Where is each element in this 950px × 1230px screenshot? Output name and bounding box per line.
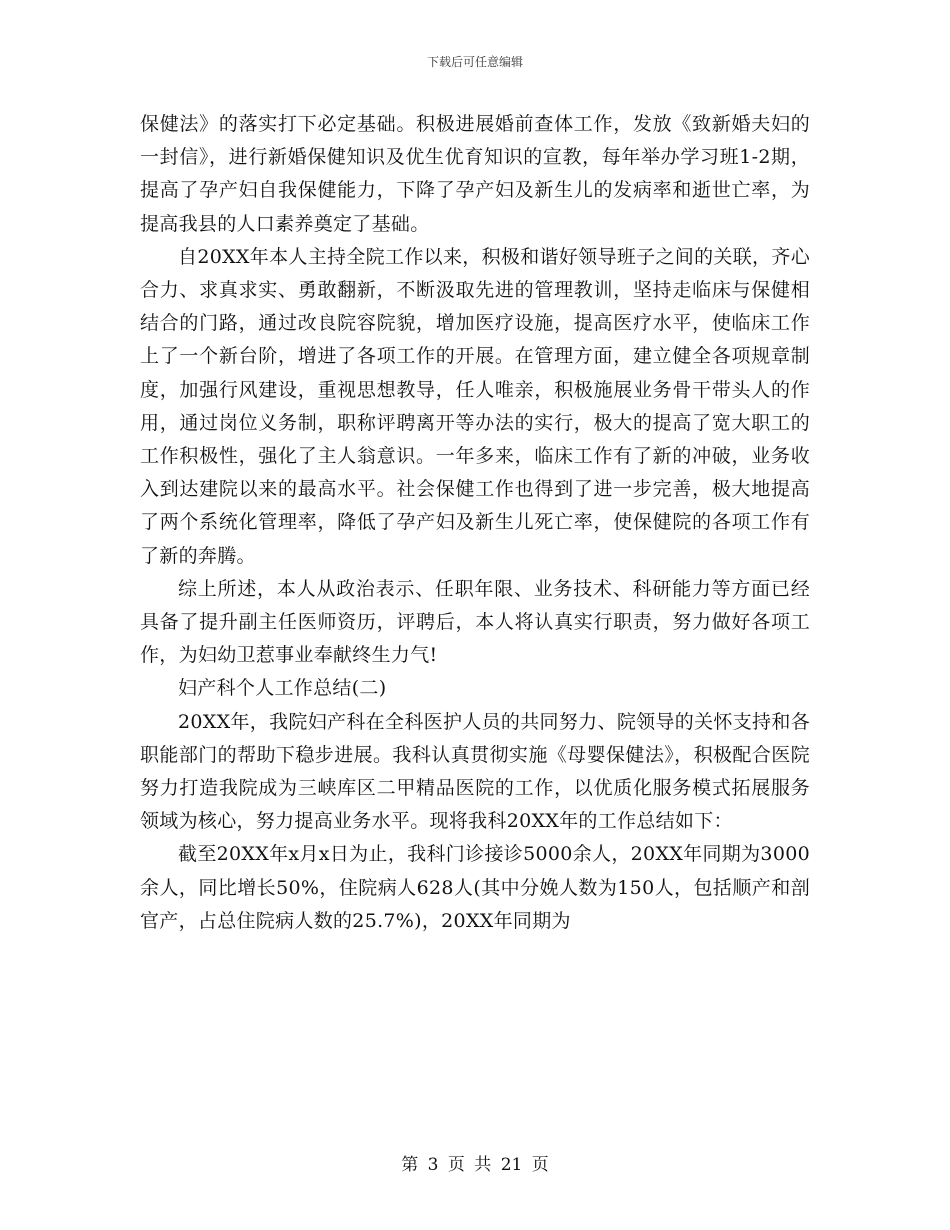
document-body [140, 108, 810, 938]
paragraph-continuation: 保健法》的落实打下必定基础。积极进展婚前查体工作，发放《致新婚夫妇的一封信》，进行新婚保健知识及优生优育知识的宣教，每年举办学习班1-2期，提高了孕产妇自我保健能力，下降了孕产妇及新生儿的发病率和逝世亡率，为提高我县的人口素养奠定了基础。 [140, 113, 810, 235]
paragraph-intro: 20XX年，我院妇产科在全科医护人员的共同努力、院领导的关怀支持和各职能部门的帮助下稳步进展。我科认真贯彻实施《母婴保健法》，积极配合医院努力打造我院成为三峡库区二甲精品医院的工作，以优质化服务模式拓展服务领域为核心，努力提高业务水平。现将我科20XX年的工作总结如下： [140, 710, 810, 833]
paragraph-management: 自20XX年本人主持全院工作以来，积极和谐好领导班子之间的关联，齐心合力、求真求实、勇敢翻新，不断汲取先进的管理教训，坚持走临床与保健相结合的门路，通过改良院容院貌，增加医疗设施，提高医疗水平，使临床工作上了一个新台阶，增进了各项工作的开展。在管理方面，建立健全各项规章制度，加强行风建设，重视思想教导，任人唯亲，积极施展业务骨干带头人的作用，通过岗位义务制，职称评聘离开等办法的实行，极大的提高了宽大职工的工作积极性，强化了主人翁意识。一年多来，临床工作有了新的冲破，业务收入到达建院以来的最高水平。社会保健工作也得到了进一步完善，极大地提高了两个系统化管理率，降低了孕产妇及新生儿死亡率，使保健院的各项工作有了新的奔腾。 [140, 245, 810, 567]
paragraph-statistics: 截至20XX年x月x日为止，我科门诊接诊5000余人，20XX年同期为3000余人，同比增长50%，住院病人628人(其中分娩人数为150人，包括顺产和剖官产，占总住院病人数的25.7%)，20XX年同期为 [140, 843, 810, 932]
page-header-note: 下载后可任意编辑 [426, 55, 523, 69]
paragraph-conclusion: 综上所述，本人从政治表示、任职年限、业务技术、科研能力等方面已经具备了提升副主任医师资历，评聘后，本人将认真实行职责，努力做好各项工作，为妇幼卫惹事业奉献终生力气! [140, 577, 810, 667]
page-number: 第 3 页 共 21 页 [401, 1155, 549, 1175]
section-heading: 妇产科个人工作总结(二) [178, 677, 387, 700]
